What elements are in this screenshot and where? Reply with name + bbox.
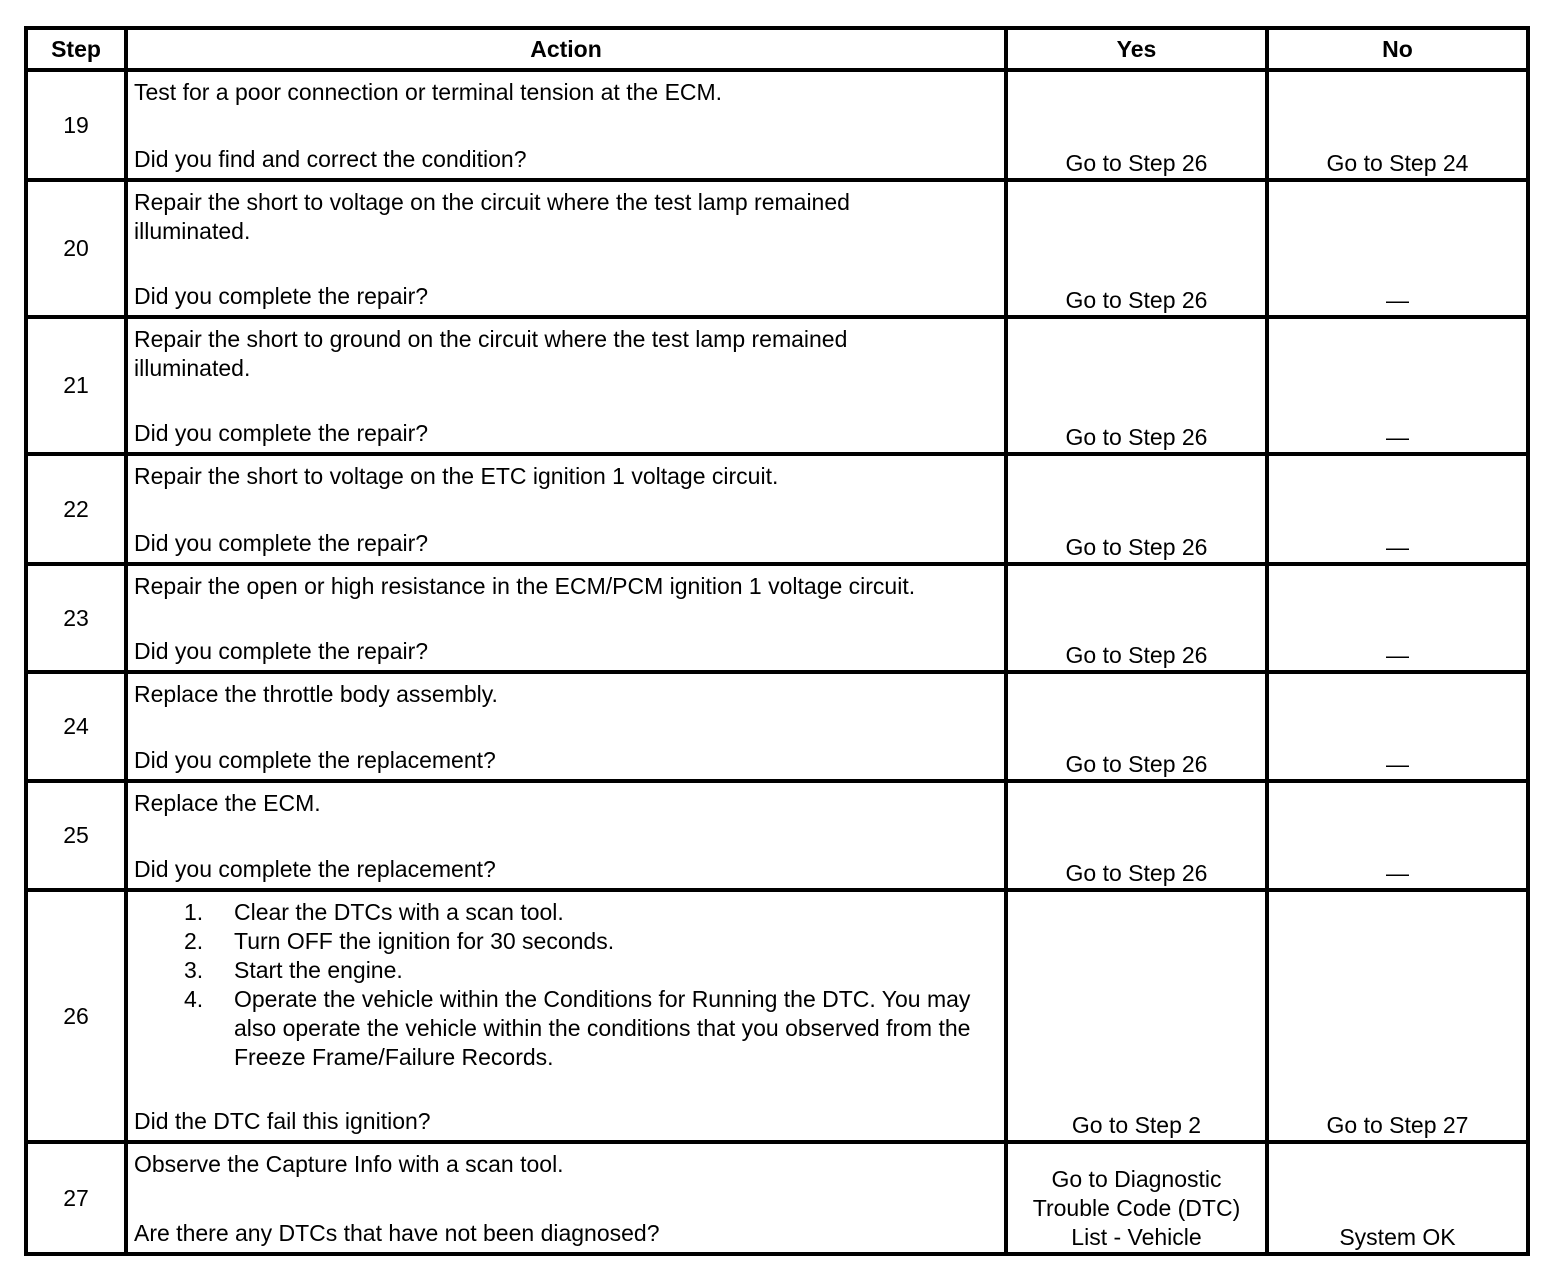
- no-cell: —: [1267, 564, 1528, 672]
- table-row: [26, 672, 1528, 781]
- action-text: Test for a poor connection or terminal tension at the ECM.: [134, 79, 723, 105]
- action-cell: [126, 890, 1006, 1142]
- list-number: 2.: [184, 928, 204, 954]
- list-number: 3.: [184, 957, 204, 983]
- action-question: Did you complete the repair?: [134, 638, 429, 664]
- yes-text: Go to Diagnostic Trouble Code (DTC) List - Vehicle: [1032, 1166, 1241, 1250]
- no-cell: —: [1267, 672, 1528, 781]
- action-question: Did you complete the replacement?: [134, 747, 496, 773]
- header-row: [26, 28, 1528, 70]
- step-number: 20: [26, 180, 126, 317]
- diagnostic-table: [24, 26, 1530, 1256]
- step-number: 24: [26, 672, 126, 781]
- header-step: Step: [26, 28, 126, 70]
- step-number: 22: [26, 454, 126, 564]
- yes-cell: Go to Step 26: [1006, 672, 1267, 781]
- action-question: Did you complete the replacement?: [134, 856, 496, 882]
- action-text: Repair the open or high resistance in the ECM/PCM ignition 1 voltage circuit.: [134, 573, 916, 599]
- action-text: Replace the throttle body assembly.: [134, 681, 498, 707]
- action-question: Did you find and correct the condition?: [134, 146, 527, 172]
- table-row: [26, 781, 1528, 890]
- list-item: [184, 927, 998, 956]
- yes-cell: Go to Step 26: [1006, 317, 1267, 454]
- action-cell: [126, 672, 1006, 781]
- yes-cell: Go to Step 26: [1006, 70, 1267, 180]
- step-number: 19: [26, 70, 126, 180]
- step-number: 27: [26, 1142, 126, 1254]
- no-cell: Go to Step 24: [1267, 70, 1528, 180]
- no-cell: Go to Step 27: [1267, 890, 1528, 1142]
- step-number: 26: [26, 890, 126, 1142]
- yes-cell: Go to Step 26: [1006, 180, 1267, 317]
- yes-cell: Go to Step 26: [1006, 454, 1267, 564]
- action-cell: [126, 70, 1006, 180]
- step-number: 21: [26, 317, 126, 454]
- list-number: 1.: [184, 899, 204, 925]
- action-text: Repair the short to ground on the circuit where the test lamp remained illuminated.: [134, 326, 848, 381]
- yes-cell: Go to Step 26: [1006, 564, 1267, 672]
- yes-cell: [1006, 1142, 1267, 1254]
- action-cell: [126, 564, 1006, 672]
- header-yes: Yes: [1006, 28, 1267, 70]
- action-cell: [126, 1142, 1006, 1254]
- table-row: [26, 70, 1528, 180]
- action-cell: [126, 454, 1006, 564]
- no-cell: —: [1267, 180, 1528, 317]
- action-question: Did you complete the repair?: [134, 283, 429, 309]
- list-text: Turn OFF the ignition for 30 seconds.: [234, 928, 615, 954]
- step-number: 25: [26, 781, 126, 890]
- yes-cell: Go to Step 26: [1006, 781, 1267, 890]
- action-text: Observe the Capture Info with a scan tool.: [134, 1151, 564, 1177]
- table-row: [26, 454, 1528, 564]
- list-item: [184, 898, 998, 927]
- action-text: Replace the ECM.: [134, 790, 321, 816]
- list-text: Clear the DTCs with a scan tool.: [234, 899, 564, 925]
- no-cell: —: [1267, 781, 1528, 890]
- table-row: [26, 317, 1528, 454]
- no-cell: —: [1267, 317, 1528, 454]
- header-action: Action: [126, 28, 1006, 70]
- action-question: Did you complete the repair?: [134, 420, 429, 446]
- list-item: [184, 956, 998, 985]
- list-item: [184, 985, 998, 1072]
- table-row: [26, 890, 1528, 1142]
- step-number: 23: [26, 564, 126, 672]
- no-cell: —: [1267, 454, 1528, 564]
- list-text: Start the engine.: [234, 957, 403, 983]
- action-question: Did the DTC fail this ignition?: [134, 1108, 431, 1134]
- action-text: Repair the short to voltage on the ETC ignition 1 voltage circuit.: [134, 463, 779, 489]
- action-cell: [126, 180, 1006, 317]
- header-no: No: [1267, 28, 1528, 70]
- action-cell: [126, 781, 1006, 890]
- no-cell: System OK: [1267, 1142, 1528, 1254]
- table-row: [26, 564, 1528, 672]
- action-cell: [126, 317, 1006, 454]
- action-question: Are there any DTCs that have not been diagnosed?: [134, 1220, 660, 1246]
- table-row: [26, 180, 1528, 317]
- action-question: Did you complete the repair?: [134, 530, 429, 556]
- list-text: Operate the vehicle within the Conditions for Running the DTC. You may also operate the vehicle within the conditions that you observed from the Freeze Frame/Failure Records.: [234, 986, 971, 1070]
- list-number: 4.: [184, 986, 204, 1012]
- table-row: [26, 1142, 1528, 1254]
- yes-cell: Go to Step 2: [1006, 890, 1267, 1142]
- procedure-list: [184, 898, 998, 1072]
- action-text: Repair the short to voltage on the circuit where the test lamp remained illuminated.: [134, 189, 850, 244]
